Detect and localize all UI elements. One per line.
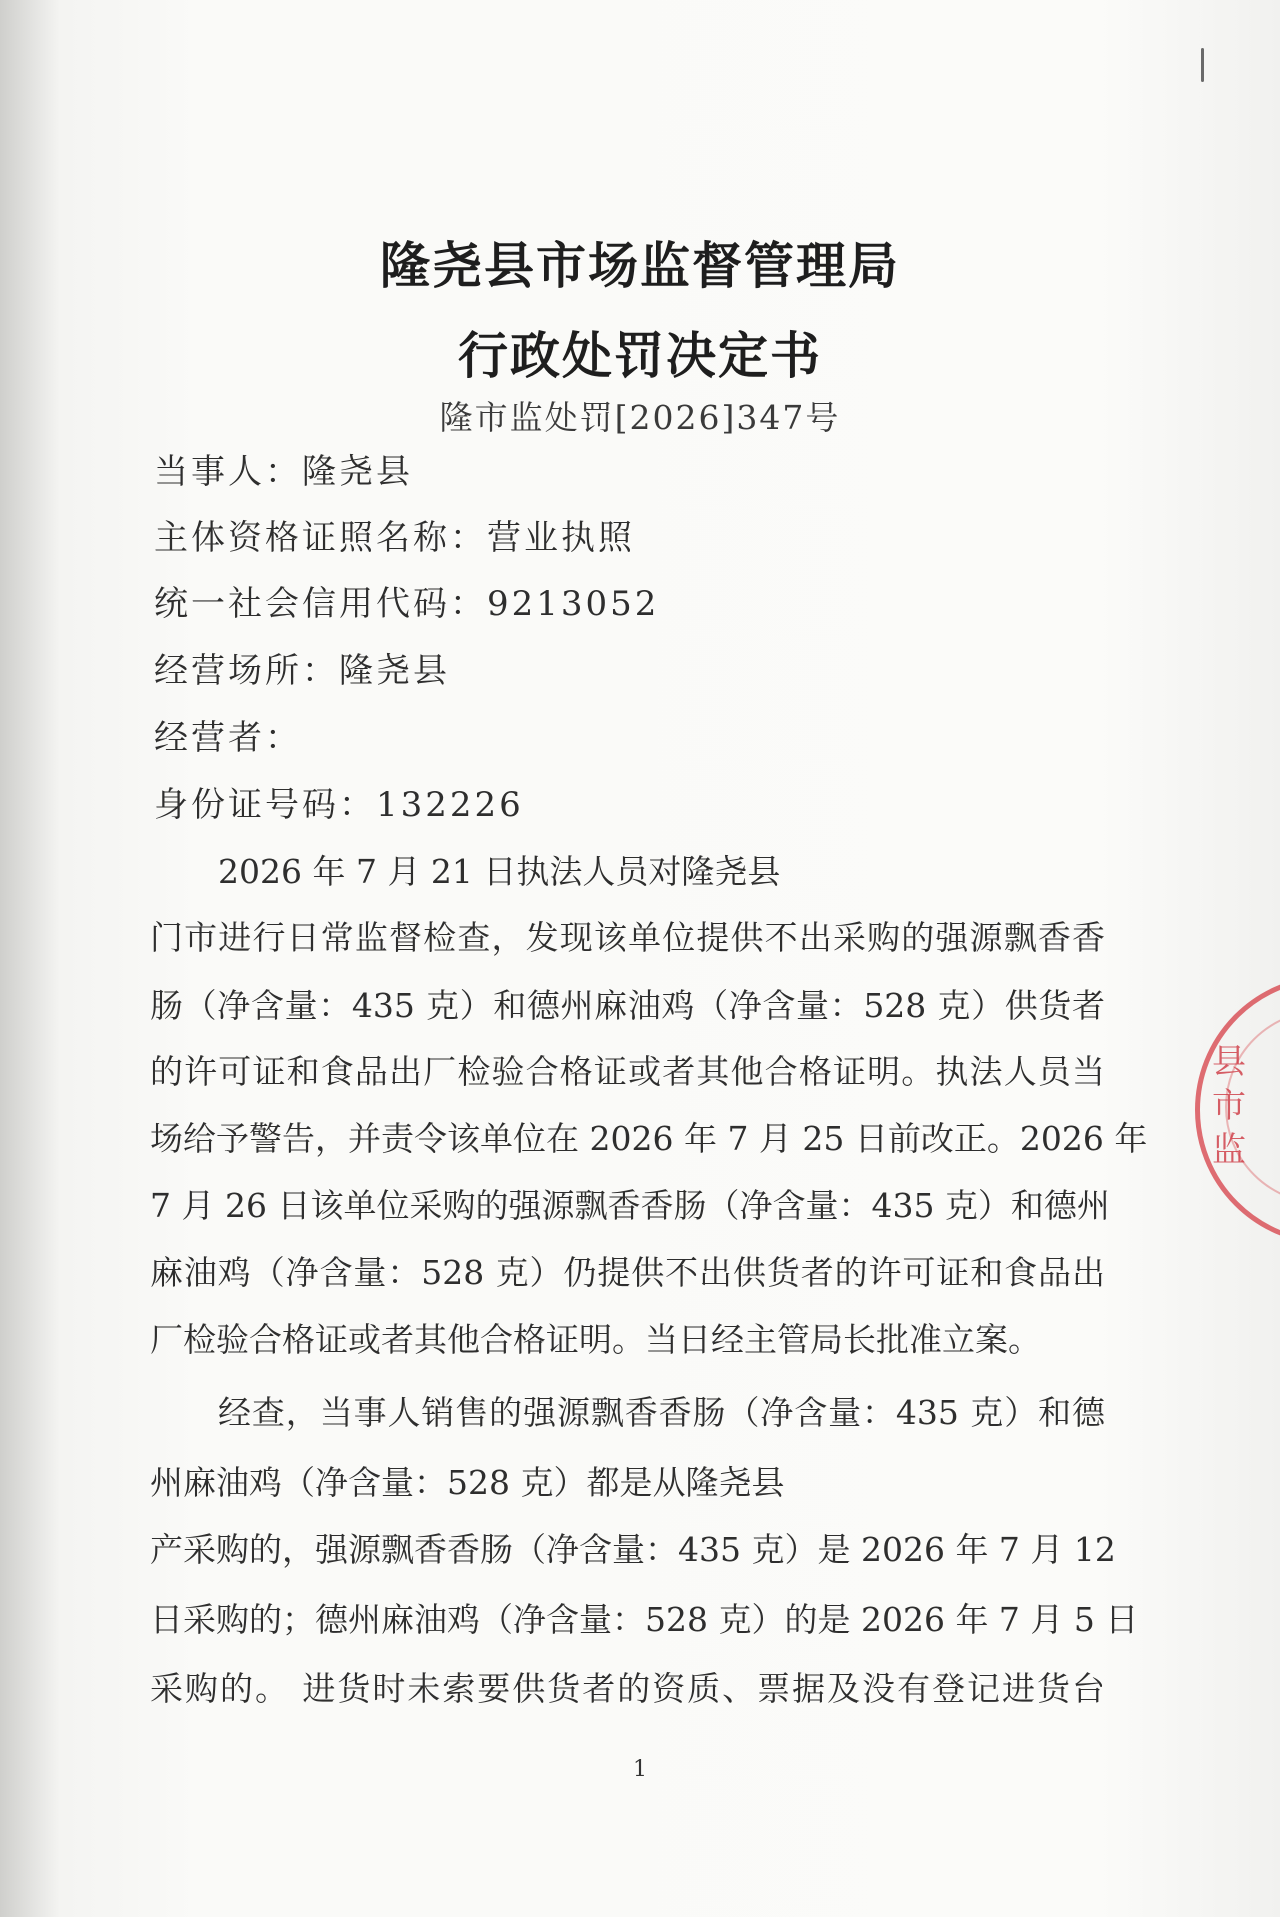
credit-code-line: 统一社会信用代码：9213052 xyxy=(154,584,660,624)
org-title: 隆尧县市场监督管理局 xyxy=(380,236,900,295)
body-line-13: 采购的。 进货时未索要供货者的资质、票据及没有登记进货台 xyxy=(150,1669,1105,1708)
body-line-9: 经查，当事人销售的强源飘香香肠（净含量：435 克）和德 xyxy=(218,1393,1105,1432)
edge-mark xyxy=(1201,48,1204,82)
place-line: 经营场所：隆尧县 xyxy=(154,651,450,691)
body-line-7: 麻油鸡（净含量：528 克）仍提供不出供货者的许可证和食品出 xyxy=(150,1253,1105,1292)
body-line-10: 州麻油鸡（净含量：528 克）都是从隆尧县 xyxy=(150,1463,785,1502)
body-line-12: 日采购的；德州麻油鸡（净含量：528 克）的是 2026 年 7 月 5 日 xyxy=(150,1600,1139,1639)
doc-type-title: 行政处罚决定书 xyxy=(458,326,822,385)
body-line-6: 7 月 26 日该单位采购的强源飘香香肠（净含量：435 克）和德州 xyxy=(150,1186,1110,1225)
body-line-2: 门市进行日常监督检查，发现该单位提供不出采购的强源飘香香 xyxy=(150,918,1105,957)
body-line-4: 的许可证和食品出厂检验合格证或者其他合格证明。执法人员当 xyxy=(150,1052,1105,1091)
id-line: 身份证号码：132226 xyxy=(154,785,524,825)
body-line-3: 肠（净含量：435 克）和德州麻油鸡（净含量：528 克）供货者 xyxy=(150,986,1105,1025)
doc-number: 隆市监处罚[2026]347号 xyxy=(439,398,841,437)
seal-text: 县市监 xyxy=(1212,1042,1246,1170)
body-line-8: 厂检验合格证或者其他合格证明。当日经主管局长批准立案。 xyxy=(150,1320,1041,1359)
body-line-5: 场给予警告，并责令该单位在 2026 年 7 月 25 日前改正。2026 年 xyxy=(150,1119,1148,1158)
license-line: 主体资格证照名称：营业执照 xyxy=(154,518,635,558)
operator-line: 经营者： xyxy=(154,718,302,758)
body-line-1: 2026 年 7 月 21 日执法人员对隆尧县 xyxy=(218,852,781,891)
party-line: 当事人：隆尧县 xyxy=(154,452,413,492)
body-line-11: 产采购的，强源飘香香肠（净含量：435 克）是 2026 年 7 月 12 xyxy=(150,1530,1116,1569)
page-number: 1 xyxy=(633,1757,647,1782)
